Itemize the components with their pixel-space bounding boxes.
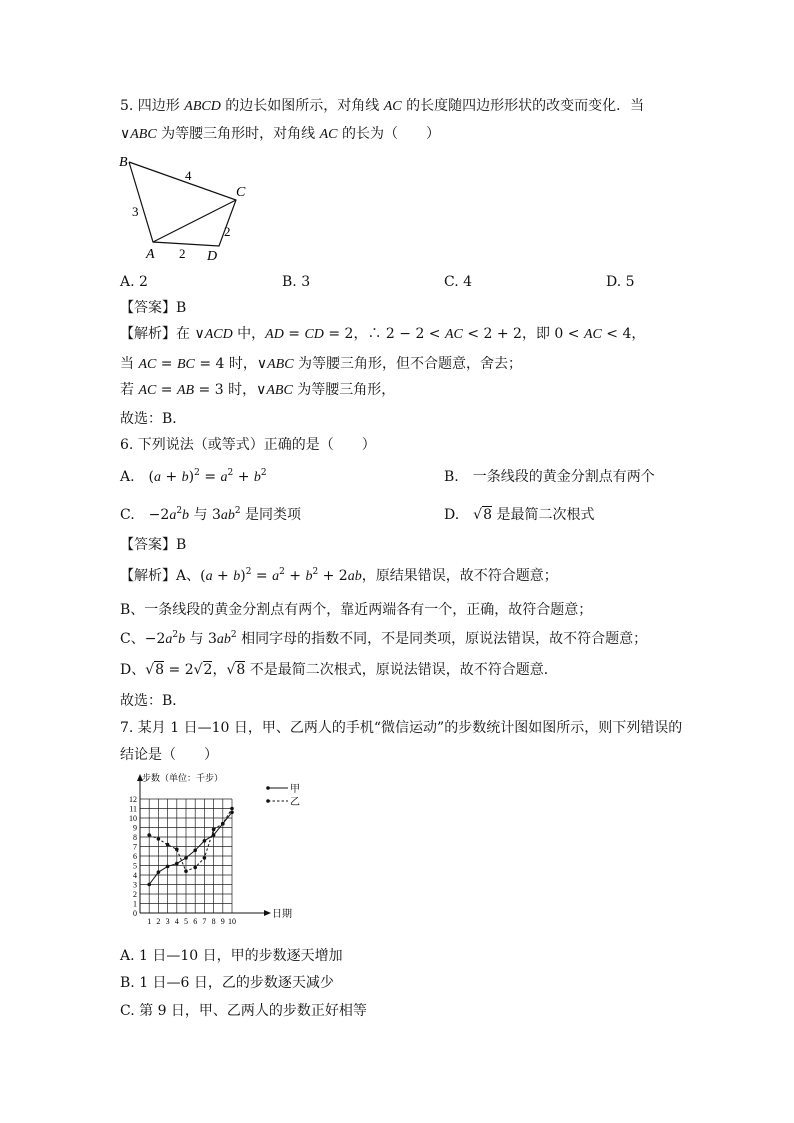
q6-analysis-d: D、√8 = 2√2，√8 不是最简二次根式，原说法错误，故不符合题意． [120,662,558,678]
series-line-jia [149,812,232,884]
q5-option-a: A. 2 [120,274,148,290]
q5-analysis-line4: 故选：B． [120,411,187,427]
y-tick-label: 2 [133,890,137,899]
x-tick-label: 2 [156,917,161,926]
x-tick-label: 9 [220,917,225,926]
q5-option-d: D. 5 [606,274,635,290]
y-tick-label: 1 [133,899,137,909]
x-axis-arrow [264,910,271,916]
y-tick-label: 8 [133,833,137,842]
x-tick-label: 1 [147,917,152,926]
y-tick-label: 11 [129,804,137,814]
data-point-jia [193,849,197,853]
x-tick-label: 7 [202,917,207,926]
q6-analysis-c: C、$-2a^2b$ 与 $3ab^2$ 相同字母的指数不同，不是同类项，原说法错误，故不符合题意； [120,630,648,647]
y-tick-label: 7 [133,842,137,852]
q5-answer: 【答案】B [120,300,187,316]
q6-option-a: A. $(a + b)^2 = a^2 + b^2$ [120,468,267,485]
x-tick-label: 4 [174,917,179,926]
x-tick-label: 5 [184,917,188,926]
side-ad-label: 2 [179,246,186,261]
data-point-yi [157,837,161,841]
data-point-yi [212,828,216,832]
q6-stem: 6. 下列说法（或等式）正确的是（ ） [120,437,376,453]
data-point-yi [166,843,170,847]
data-point-yi [193,866,197,870]
legend-label-yi: 乙 [290,797,300,808]
y-tick-label: 10 [129,814,137,823]
q6-option-d: D. √8 是最简二次根式 [444,507,595,523]
legend-marker-yi [266,799,270,803]
data-point-yi [175,848,179,852]
vertex-c-label: C [236,185,246,200]
data-point-yi [184,869,188,873]
data-point-jia [157,870,161,874]
y-tick-label: 0 [133,909,137,918]
q6-analysis-a: 【解析】A、$(a + b)^2 = a^2 + b^2 + 2ab$，原结果错误，故不符合题意； [120,567,558,584]
legend-marker-jia [266,786,270,790]
q6-option-b: B. 一条线段的黄金分割点有两个 [444,469,655,485]
q5-analysis-line1: 【解析】在 ∨ACD 中，AD = CD = 2，∴ 2 − 2 < AC < 2 + 2，即 0 < AC < 4， [120,326,646,342]
step-count-chart [112,768,312,940]
q5-analysis-line2: 当 AC = BC = 4 时，∨ABC 为等腰三角形，但不合题意，舍去； [120,356,523,372]
q7-option-c: C. 第 9 日，甲、乙两人的步数正好相等 [120,1003,367,1019]
data-point-yi [230,807,234,811]
data-point-jia [175,862,179,866]
q6-analysis-conclusion: 故选：B． [120,693,187,709]
data-point-jia [230,811,234,815]
q6-answer: 【答案】B [120,537,187,553]
y-tick-label: 5 [133,861,137,871]
vertex-b-label: B [119,155,128,170]
legend-label-jia: 甲 [290,784,300,795]
x-tick-label: 6 [193,917,198,926]
vertex-a-label: A [146,247,155,262]
q7-stem-line2: 结论是（ ） [120,747,218,763]
data-point-jia [212,833,216,837]
data-point-jia [147,883,151,887]
vertex-d-label: D [207,249,218,264]
q7-option-a: A. 1 日—10 日，甲的步数逐天增加 [120,948,343,964]
q5-option-c: C. 4 [444,274,473,290]
y-axis-label: 步数（单位：千步） [142,773,224,783]
y-tick-label: 9 [133,823,137,833]
q6-analysis-b: B、一条线段的黄金分割点有两个，靠近两端各有一个，正确，故符合题意； [120,602,593,618]
data-point-jia [166,865,170,869]
q5-option-b: B. 3 [282,274,311,290]
q7-option-b: B. 1 日—6 日，乙的步数逐天减少 [120,975,334,991]
quadrilateral-figure [112,150,272,266]
x-tick-label: 8 [211,917,216,926]
x-tick-label: 3 [165,917,170,926]
data-point-yi [147,833,151,837]
y-tick-label: 6 [133,852,137,861]
y-tick-label: 4 [133,871,137,880]
data-point-yi [203,856,207,860]
data-point-jia [203,839,207,843]
q5-stem-line1: 5. 四边形 ABCD 的边长如图所示，对角线 AC 的长度随四边形形状的改变而变化．当 [120,98,645,114]
x-tick-label: 10 [228,917,236,926]
side-cd-label: 2 [224,224,231,239]
q7-stem-line1: 7. 某月 1 日—10 日，甲、乙两人的手机“微信运动”的步数统计图如图所示，则下列错误的 [120,720,683,736]
data-point-jia [184,856,188,860]
q5-stem-line2: ∨ABC 为等腰三角形时，对角线 AC 的长为（ ） [120,126,440,142]
x-axis-label: 日期 [272,909,292,920]
q5-analysis-line3: 若 AC = AB = 3 时，∨ABC 为等腰三角形， [120,382,396,398]
data-point-yi [221,822,225,826]
y-tick-label: 3 [133,880,137,890]
side-ab-label: 3 [132,204,139,219]
side-bc-label: 4 [185,168,192,183]
q6-option-c: C. $-2a^2b$ 与 $3ab^2$ 是同类项 [120,506,302,523]
y-tick-label: 12 [129,795,137,804]
